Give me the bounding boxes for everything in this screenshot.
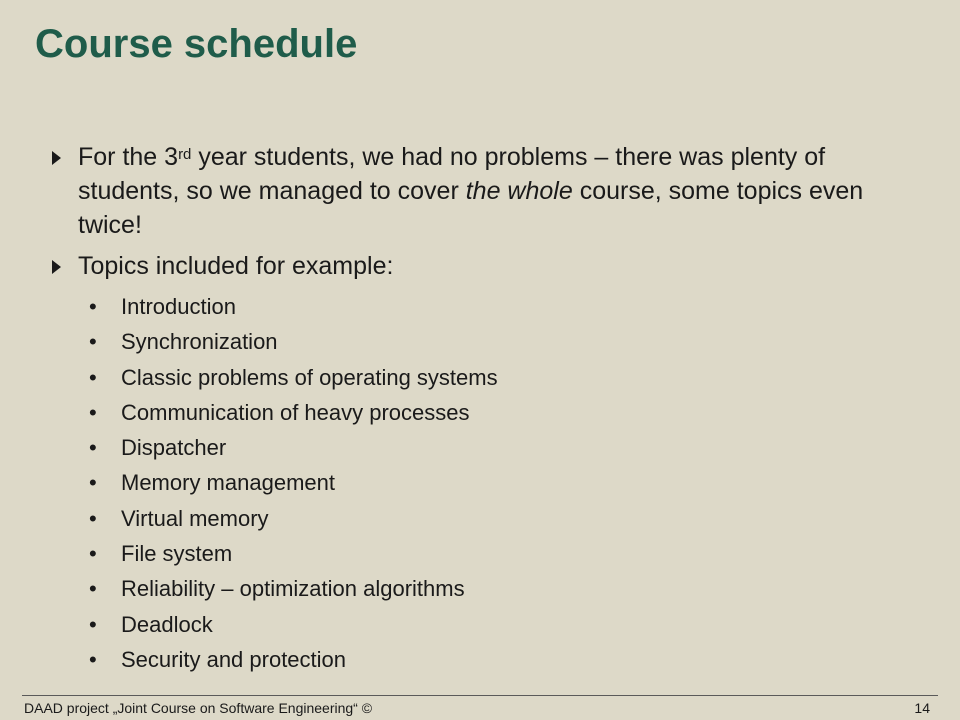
topic-label: File system xyxy=(121,541,233,567)
dot-bullet-icon: • xyxy=(89,364,97,390)
topic-item xyxy=(89,395,498,430)
topic-item xyxy=(89,536,498,571)
topic-item xyxy=(89,430,498,465)
dot-bullet-icon: • xyxy=(89,435,97,461)
topic-label: Classic problems of operating systems xyxy=(121,364,498,390)
topic-label: Virtual memory xyxy=(121,505,269,531)
footer-divider xyxy=(22,695,938,696)
topic-item xyxy=(89,607,498,642)
topic-item xyxy=(89,501,498,536)
point-text-part: year students, we had no problems – there was plenty of students, so we managed to cover xyxy=(78,143,826,205)
dot-bullet-icon: • xyxy=(89,576,97,602)
ordinal-superscript: rd xyxy=(178,146,192,163)
topic-label: Security and protection xyxy=(121,646,347,672)
emphasized-text: the whole xyxy=(465,177,573,205)
dot-bullet-icon: • xyxy=(89,541,97,567)
topic-label: Deadlock xyxy=(121,611,213,637)
topics-list xyxy=(89,289,498,677)
topic-label: Introduction xyxy=(121,294,236,319)
page-number: 14 xyxy=(914,700,930,716)
topic-label: Synchronization xyxy=(121,329,278,355)
topic-label: Communication of heavy processes xyxy=(121,399,470,425)
main-bullet-item xyxy=(52,249,912,283)
dot-bullet-icon: • xyxy=(89,646,97,672)
dot-bullet-icon: • xyxy=(89,294,97,319)
point-text: Topics included for example: xyxy=(78,252,394,280)
dot-bullet-icon: • xyxy=(89,399,97,425)
topic-item xyxy=(89,465,498,500)
topic-label: Dispatcher xyxy=(121,435,227,461)
dot-bullet-icon: • xyxy=(89,329,97,355)
topic-label: Memory management xyxy=(121,470,335,496)
topic-item xyxy=(89,642,498,677)
topic-label: Reliability – optimization algorithms xyxy=(121,576,465,602)
arrow-bullet-icon xyxy=(52,260,61,274)
main-bullet-item xyxy=(52,140,912,242)
topic-item xyxy=(89,289,498,324)
point-text-part: For the 3 xyxy=(78,143,179,171)
main-bullet-list xyxy=(52,140,912,290)
slide-title: Course schedule xyxy=(35,22,358,66)
topic-item xyxy=(89,571,498,606)
dot-bullet-icon: • xyxy=(89,470,97,496)
arrow-bullet-icon xyxy=(52,151,61,165)
topic-item xyxy=(89,324,498,359)
footer-text: DAAD project „Joint Course on Software Engineering“ © xyxy=(24,700,373,716)
dot-bullet-icon: • xyxy=(89,611,97,637)
dot-bullet-icon: • xyxy=(89,505,97,531)
topic-item xyxy=(89,360,498,395)
point-text-part: course, some topics even twice! xyxy=(78,177,864,239)
